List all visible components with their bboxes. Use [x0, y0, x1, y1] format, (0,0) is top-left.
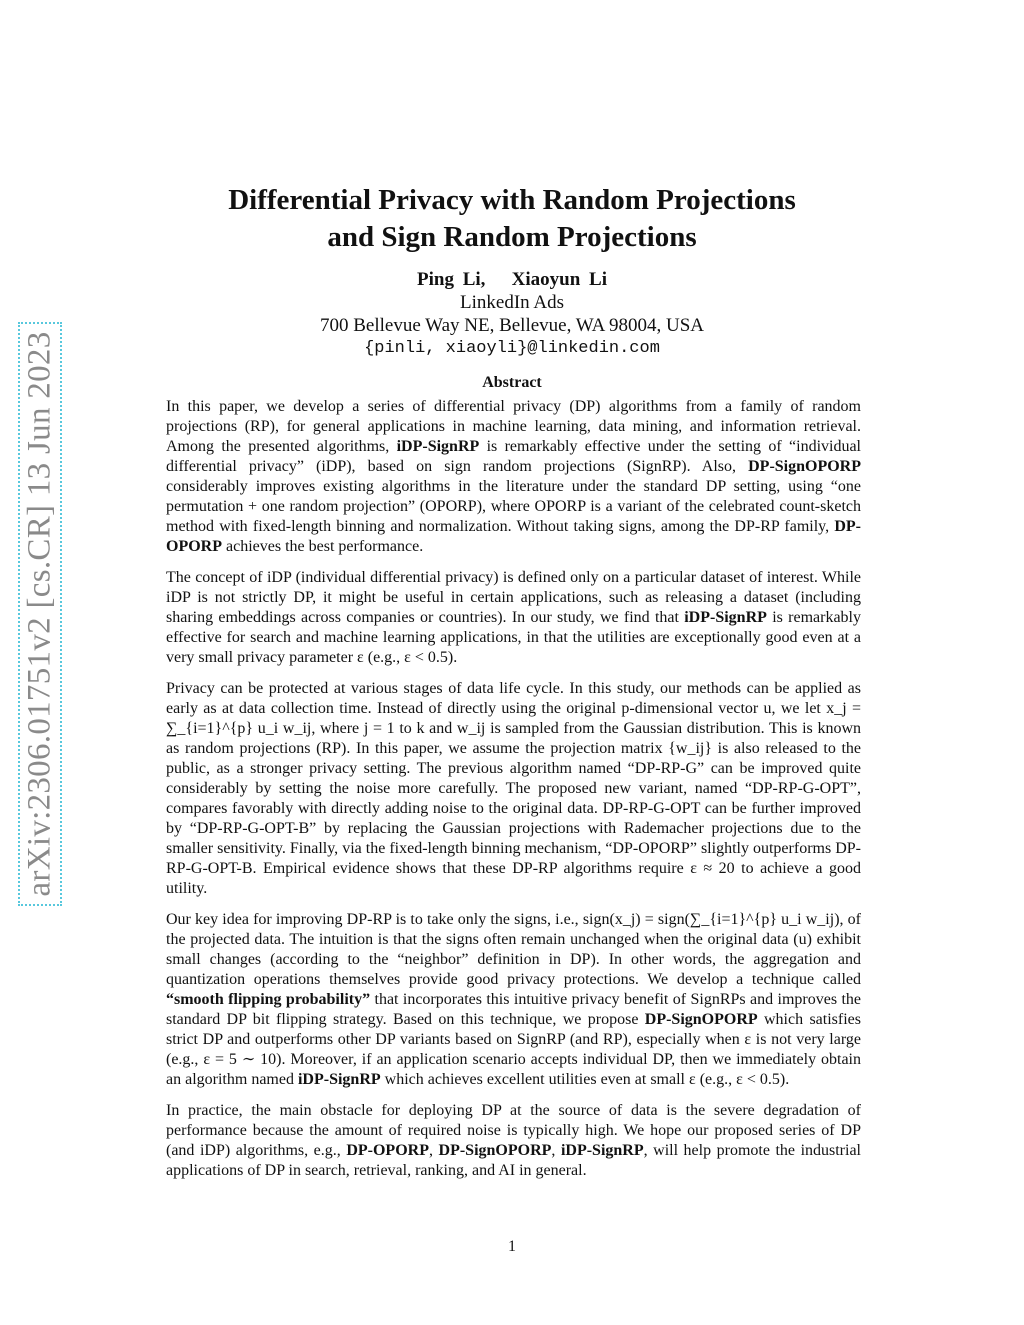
text-span: is remarkably effective for search and machine learning applications, in that the utilities are exceptionally good even at a very small privacy parameter ε (e.g., ε < 0.5).	[166, 609, 861, 666]
text-span: , will help promote the industrial applications of DP in search, retrieval, ranking, and AI in general.	[166, 1142, 862, 1179]
title-line-2: and Sign Random Projections	[327, 221, 697, 253]
text-span: ,	[551, 1142, 561, 1159]
paragraph-5	[166, 1101, 861, 1181]
paragraph-1	[166, 397, 861, 557]
bold-term: iDP-SignRP	[684, 609, 767, 626]
abstract-body	[166, 397, 861, 1192]
text-span: ,	[428, 1142, 439, 1159]
text-span: The concept of iDP (individual differential privacy) is defined only on a particular dataset of interest. While iDP is not strictly DP, it might be useful in certain applications, such as releasing a dataset (including sharing embeddings across companies or countries). In our study, we find that	[166, 569, 861, 626]
bold-term: iDP-SignRP	[396, 438, 480, 455]
author-2: Xiaoyun Li	[511, 269, 607, 290]
arxiv-stamp	[18, 322, 62, 906]
paragraph-2	[166, 568, 861, 668]
text-span: which achieves excellent utilities even at small ε (e.g., ε < 0.5).	[380, 1071, 790, 1088]
bold-term: DP-OPORP	[346, 1142, 429, 1159]
text-span: Our key idea for improving DP-RP is to take only the signs, i.e., sign(x_j) = sign(∑_{i=1}^{p} u_i w_ij), of the projected data. The intuition is that the signs often remain unchanged when the original data (u) exhibit small changes (according to the “neighbor” definition in DP). In other words, the aggregation and quantization operations themselves provide good privacy protections. We develop a technique called	[166, 911, 861, 988]
text-span: considerably improves existing algorithms in the literature under the standard DP setting, using “one permutation + one random projection” (OPORP), where OPORP is a variant of the celebrated count-sketch method with fixed-length binning and normalization. Without taking signs, among the DP-RP family,	[166, 478, 861, 535]
affiliation: LinkedIn Ads	[460, 292, 564, 313]
text-span: achieves the best performance.	[222, 538, 424, 555]
text-span: In practice, the main obstacle for deploying DP at the source of data is the severe degradation of performance because the amount of required noise is typically high. We hope our proposed series of DP (and iDP) algorithms, e.g.,	[166, 1102, 861, 1159]
page-number: 1	[508, 1238, 516, 1255]
email: {pinli, xiaoyli}@linkedin.com	[364, 339, 660, 358]
text-span: which satisfies strict DP and outperforms other DP variants based on SignRP (and RP), especially when ε is not very large (e.g., ε = 5 ∼ 10). Moreover, if an application scenario accepts individual DP, then we immediately obtain an algorithm named	[166, 1011, 861, 1088]
address: 700 Bellevue Way NE, Bellevue, WA 98004, USA	[319, 315, 705, 336]
paper-title	[0, 182, 1024, 256]
author-block	[0, 268, 1024, 360]
bold-term: iDP-SignRP	[297, 1071, 381, 1088]
text-span: is remarkably effective under the setting of “individual differential privacy” (iDP), based on sign random projections (SignRP). Also,	[166, 438, 861, 475]
bold-term: “smooth flipping probability”	[166, 991, 371, 1008]
bold-term: iDP-SignRP	[560, 1142, 644, 1159]
bold-term: DP-SignOPORP	[438, 1142, 552, 1159]
text-span: that incorporates this intuitive privacy benefit of SignRPs and improves the standard DP bit flipping strategy. Based on this technique, we propose	[166, 991, 862, 1028]
text-span: In this paper, we develop a series of differential privacy (DP) algorithms from a family of random projections (RP), for general applications in machine learning, data mining, and information retrieval. Among the presented algorithms,	[166, 398, 861, 455]
bold-term: DP-SignOPORP	[748, 458, 861, 475]
text-span: Privacy can be protected at various stages of data life cycle. In this study, our methods can be applied as early as at data collection time. Instead of directly using the original p-dimensional vector u, we let x_j = ∑_{i=1}^{p} u_i w_ij, where j = 1 to k and w_ij is sampled from the Gaussian distribution. This is known as random projections (RP). In this paper, we assume the projection matrix {w_ij} is also released to the public, as a stronger privacy setting. The previous algorithm named “DP-RP-G” can be improved quite considerably by setting the noise more carefully. The proposed new variant, named “DP-RP-G-OPT”, compares favorably with directly adding noise to the original data. DP-RP-G-OPT can be further improved by “DP-RP-G-OPT-B” by replacing the Gaussian projections with Rademacher projections due to the smaller sensitivity. Finally, via the fixed-length binning mechanism, “DP-OPORP” slightly outperforms DP-RP-G-OPT-B. Empirical evidence shows that these DP-RP algorithms require ε ≈ 20 to achieve a good utility.	[166, 680, 861, 897]
paragraph-3	[166, 679, 861, 899]
author-names	[0, 268, 1024, 291]
bold-term: DP-SignOPORP	[644, 1011, 758, 1028]
bold-term: DP-OPORP	[166, 518, 861, 555]
paragraph-4	[166, 910, 861, 1090]
title-line-1: Differential Privacy with Random Projections	[228, 184, 796, 216]
arxiv-stamp-text: arXiv:2306.01751v2 [cs.CR] 13 Jun 2023	[21, 331, 58, 897]
author-1: Ping Li,	[417, 269, 486, 290]
abstract-heading: Abstract	[482, 374, 542, 391]
